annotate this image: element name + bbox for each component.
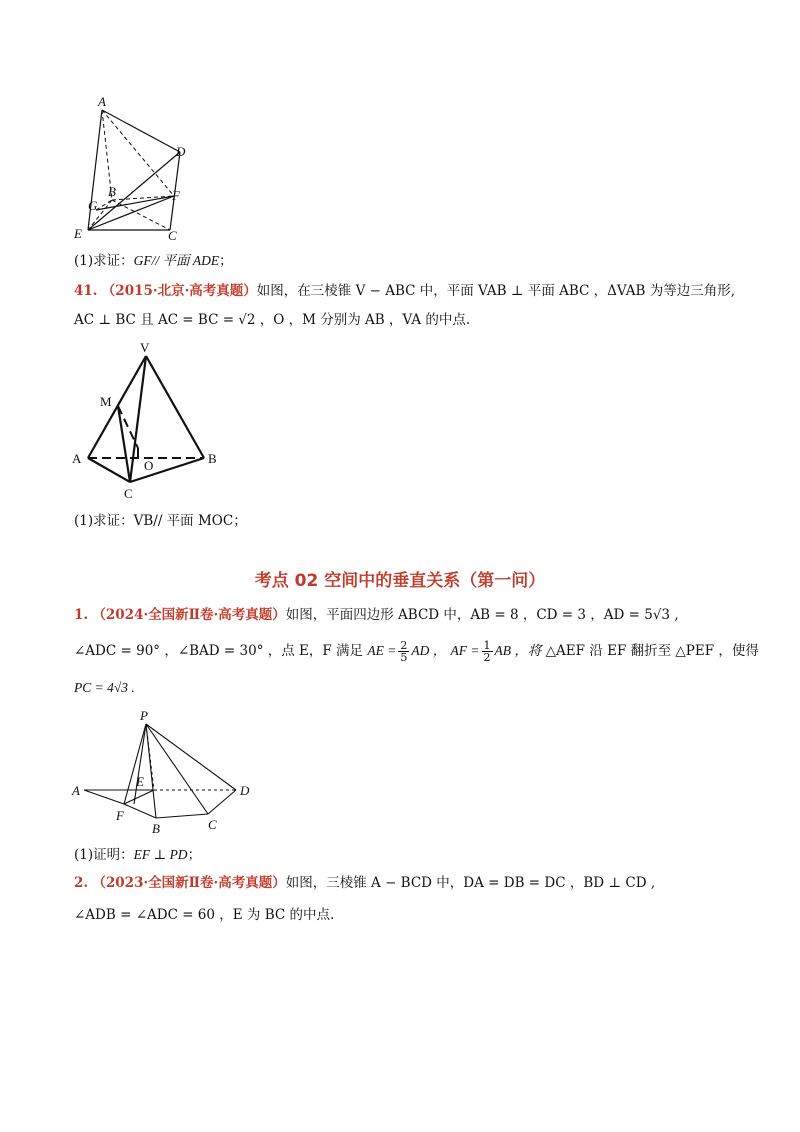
denominator: 5: [400, 651, 408, 664]
vector-ab: AB ，将: [494, 643, 542, 658]
label-a: A: [72, 451, 82, 466]
label-m: M: [100, 394, 112, 409]
figure-1-solid: [70, 92, 210, 244]
part-prefix: (1)求证：: [74, 253, 134, 269]
label-c: C: [208, 817, 217, 832]
denominator: 2: [483, 651, 491, 664]
part-prefix: (1)证明：: [74, 847, 134, 863]
q41-header: [74, 281, 735, 301]
vector-af: AF =: [450, 643, 480, 658]
part-math: EF ⊥ PD: [133, 847, 188, 862]
question-text-line1: 如图，平面四边形 ABCD 中，AB = 8 ，CD = 3 ，AD = 5√3 ,: [285, 607, 679, 623]
question-source: （2015·北京·高考真题）: [101, 283, 257, 299]
part-math: GF// 平面 ADE: [133, 253, 220, 268]
part-suffix: ；: [187, 847, 202, 863]
question-number: 1.: [74, 607, 89, 623]
part-math: VB// 平面 MOC: [133, 513, 234, 529]
label-c: C: [124, 486, 133, 501]
label-b: B: [152, 821, 160, 836]
fraction-1-2: [482, 640, 493, 663]
label-v: V: [140, 340, 150, 355]
figure-3-pyramid: [70, 706, 270, 838]
label-a: A: [72, 783, 80, 798]
label-b: B: [208, 451, 217, 466]
label-p: P: [140, 708, 148, 723]
vector-ae: AE =: [367, 643, 397, 658]
section-heading: 考点 02 空间中的垂直关系（第一问）: [254, 571, 546, 591]
label-f: F: [116, 808, 124, 823]
question-source: （2023·全国新Ⅱ卷·高考真题）: [92, 875, 286, 891]
q41-line2: AC ⊥ BC 且 AC = BC = √2 ，O ，M 分别为 AB ，VA 的中点.: [74, 312, 471, 328]
label-e: E: [74, 226, 82, 241]
q2-header: [74, 873, 655, 893]
part-suffix: ；: [219, 253, 233, 269]
q1-line3: [74, 678, 135, 698]
q1-part1: [74, 845, 201, 865]
fraction-2-5: [398, 640, 409, 663]
label-d: D: [176, 144, 186, 159]
figure-2-tetrahedron: [70, 340, 230, 505]
question-number: 41.: [74, 283, 98, 299]
question-text-line1: 如图，在三棱锥 V − ABC 中，平面 VAB ⊥ 平面 ABC ，ΔVAB 为等边三角形,: [256, 283, 735, 299]
label-d: D: [240, 783, 250, 798]
label-o: O: [144, 458, 154, 473]
q1-header: [74, 605, 679, 625]
label-c: C: [168, 228, 177, 243]
q41-part1: [74, 511, 247, 531]
label-a: A: [98, 94, 106, 109]
question-text-line1: 如图，三棱锥 A − BCD 中，DA = DB = DC ，BD ⊥ CD ,: [285, 875, 656, 891]
label-e: E: [136, 774, 144, 789]
numerator: 1: [483, 639, 491, 652]
text-segment: PC = 4√3 .: [74, 680, 135, 695]
q2-line2: ∠ADB = ∠ADC = 60 ，E 为 BC 的中点.: [74, 907, 335, 923]
q40-part1: [74, 251, 233, 271]
part-prefix: (1)求证：: [74, 513, 134, 529]
vector-ad: AD ，: [411, 643, 447, 658]
label-g: G: [88, 198, 98, 213]
numerator: 2: [400, 639, 408, 652]
text-segment: ∠ADC = 90° ，∠BAD = 30° ，点 E，F 满足: [74, 643, 364, 659]
q1-line2: [74, 640, 759, 663]
text-segment: △AEF 沿 EF 翻折至 △PEF ，使得: [545, 643, 759, 659]
part-suffix: ；: [233, 513, 247, 529]
label-f: F: [172, 188, 180, 203]
question-number: 2.: [74, 875, 89, 891]
question-source: （2024·全国新Ⅱ卷·高考真题）: [92, 607, 286, 623]
label-b: B: [108, 184, 116, 199]
